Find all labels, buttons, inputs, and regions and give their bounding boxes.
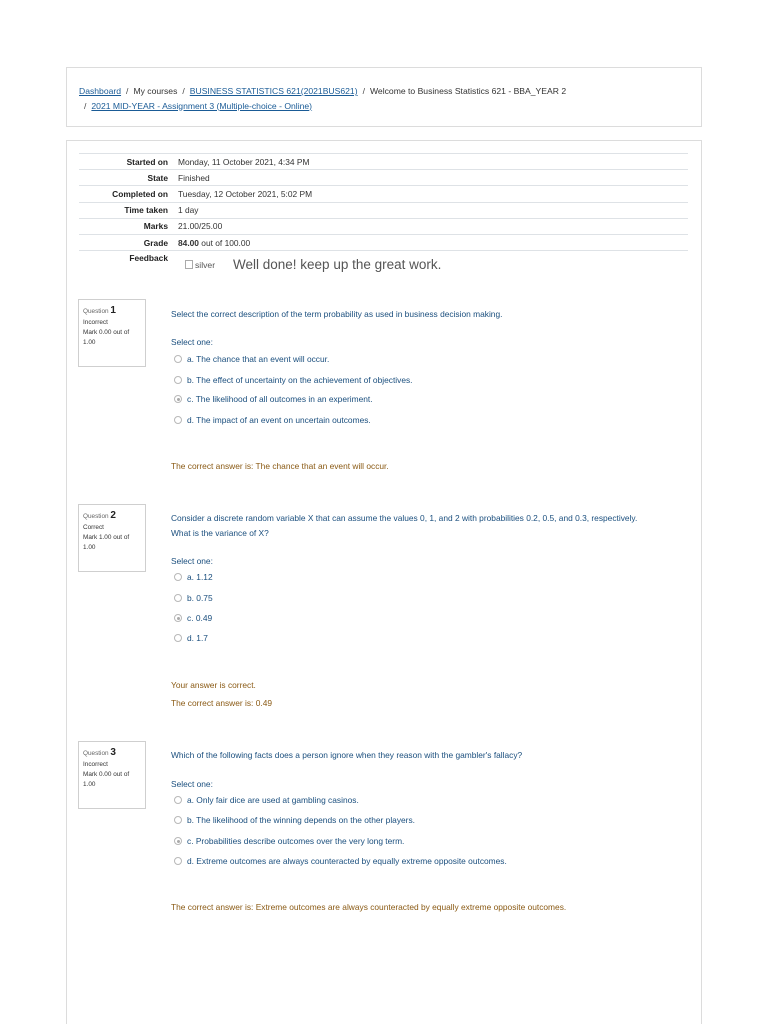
option-label: b. 0.75: [187, 593, 213, 603]
grade-out-of: out of 100.00: [198, 237, 251, 248]
radio-button[interactable]: [174, 355, 182, 363]
select-one-prompt: Select one:: [171, 556, 213, 566]
attempt-summary-table: [79, 153, 688, 251]
summary-row-completed: [79, 186, 688, 202]
correctness-feedback: Your answer is correct.: [171, 680, 256, 690]
breadcrumb-separator: /: [362, 86, 365, 96]
question-label: Question: [83, 308, 109, 315]
summary-value: [174, 234, 688, 250]
question-mark: Mark 1.00 out of 1.00: [83, 534, 130, 551]
question-info-box: [78, 741, 146, 809]
breadcrumb-dashboard-link[interactable]: Dashboard: [79, 86, 122, 96]
radio-button[interactable]: [174, 573, 182, 581]
question-mark: Mark 0.00 out of 1.00: [83, 329, 130, 346]
option-label: c. Probabilities describe outcomes over the very long term.: [187, 836, 405, 846]
overall-feedback: [79, 252, 688, 282]
answer-option[interactable]: [174, 855, 507, 867]
feedback-image-alt: silver: [195, 260, 216, 270]
correct-answer-feedback: The correct answer is: 0.49: [171, 698, 273, 708]
option-label: a. The chance that an event will occur.: [187, 354, 330, 364]
answer-option[interactable]: [174, 571, 213, 583]
summary-row-time-taken: [79, 202, 688, 218]
question-text: Which of the following facts does a person ignore when they reason with the gambler's fallacy?: [171, 750, 523, 760]
radio-button[interactable]: [174, 594, 182, 602]
summary-value: 21.00/25.00: [174, 218, 688, 234]
question-state: Incorrect: [83, 761, 108, 768]
summary-value: Tuesday, 12 October 2021, 5:02 PM: [174, 186, 688, 202]
option-label: a. Only fair dice are used at gambling casinos.: [187, 795, 359, 805]
answer-option[interactable]: [174, 632, 208, 644]
option-label: c. 0.49: [187, 613, 213, 623]
radio-button-checked[interactable]: [174, 614, 182, 622]
radio-button[interactable]: [174, 416, 182, 424]
summary-label: Started on: [79, 154, 174, 170]
summary-value: Finished: [174, 170, 688, 186]
radio-button[interactable]: [174, 376, 182, 384]
answer-option-selected[interactable]: [174, 393, 373, 405]
question-mark: Mark 0.00 out of 1.00: [83, 771, 130, 788]
correct-answer-feedback: The correct answer is: The chance that an event will occur.: [171, 461, 389, 471]
grade-value: 84.00: [178, 237, 199, 248]
answer-option-selected[interactable]: [174, 612, 212, 624]
option-label: d. The impact of an event on uncertain outcomes.: [187, 415, 371, 425]
select-one-prompt: Select one:: [171, 779, 213, 789]
radio-button-checked[interactable]: [174, 837, 182, 845]
breadcrumb: [79, 84, 679, 113]
answer-option[interactable]: [174, 592, 213, 604]
radio-button[interactable]: [174, 816, 182, 824]
correct-answer-feedback: The correct answer is: Extreme outcomes are always counteracted by equally extreme opposite outcomes.: [171, 902, 567, 912]
answer-option[interactable]: [174, 814, 415, 826]
summary-row-marks: [79, 218, 688, 234]
answer-option[interactable]: [174, 794, 359, 806]
radio-button[interactable]: [174, 796, 182, 804]
summary-label: Marks: [79, 218, 174, 234]
radio-button-checked[interactable]: [174, 395, 182, 403]
question-state: Incorrect: [83, 319, 108, 326]
radio-button[interactable]: [174, 857, 182, 865]
breadcrumb-separator: /: [84, 100, 87, 111]
question-label: Question: [83, 750, 109, 757]
breadcrumb-separator: /: [182, 86, 185, 96]
summary-label: Time taken: [79, 202, 174, 218]
answer-option-selected[interactable]: [174, 835, 404, 847]
feedback-label: Feedback: [129, 253, 168, 263]
breadcrumb-section: Welcome to Business Statistics 621 - BBA_YEAR 2: [369, 86, 567, 96]
option-label: b. The likelihood of the winning depends on the other players.: [187, 815, 415, 825]
quiz-review-card: [66, 140, 702, 1024]
summary-row-started: [79, 154, 688, 170]
breadcrumb-assignment-link[interactable]: 2021 MID-YEAR - Assignment 3 (Multiple-choice - Online): [91, 100, 313, 111]
question-state: Correct: [83, 524, 104, 531]
breadcrumb-separator: /: [126, 86, 129, 96]
question-text: Consider a discrete random variable X that can assume the values 0, 1, and 2 with probabilities 0.2, 0.5, and 0.3, respectively. What is the variance of X?: [171, 513, 638, 538]
option-label: b. The effect of uncertainty on the achievement of objectives.: [187, 375, 413, 385]
summary-value: Monday, 11 October 2021, 4:34 PM: [174, 154, 688, 170]
broken-image-icon: [185, 260, 193, 269]
breadcrumb-card: [66, 67, 702, 127]
summary-label: Grade: [79, 234, 174, 250]
summary-row-state: [79, 170, 688, 186]
question-number: 1: [110, 305, 116, 316]
question-label: Question: [83, 513, 109, 520]
breadcrumb-course-link[interactable]: BUSINESS STATISTICS 621(2021BUS621): [189, 86, 358, 96]
question-number: 3: [110, 747, 116, 758]
option-label: d. Extreme outcomes are always counteracted by equally extreme opposite outcomes.: [187, 856, 507, 866]
option-label: c. The likelihood of all outcomes in an experiment.: [187, 394, 373, 404]
option-label: d. 1.7: [187, 633, 208, 643]
answer-option[interactable]: [174, 374, 413, 386]
breadcrumb-my-courses: My courses: [133, 86, 178, 96]
radio-button[interactable]: [174, 634, 182, 642]
answer-option[interactable]: [174, 414, 371, 426]
question-info-box: [78, 504, 146, 572]
summary-value: 1 day: [174, 202, 688, 218]
question-text: Select the correct description of the term probability as used in business decision making.: [171, 309, 503, 319]
question-info-box: [78, 299, 146, 367]
question-number: 2: [110, 510, 116, 521]
option-label: a. 1.12: [187, 572, 213, 582]
feedback-image: [185, 260, 215, 270]
summary-label: State: [79, 170, 174, 186]
summary-row-grade: [79, 234, 688, 250]
answer-option[interactable]: [174, 353, 329, 365]
feedback-message: Well done! keep up the great work.: [233, 257, 442, 272]
summary-label: Completed on: [79, 186, 174, 202]
select-one-prompt: Select one:: [171, 337, 213, 347]
